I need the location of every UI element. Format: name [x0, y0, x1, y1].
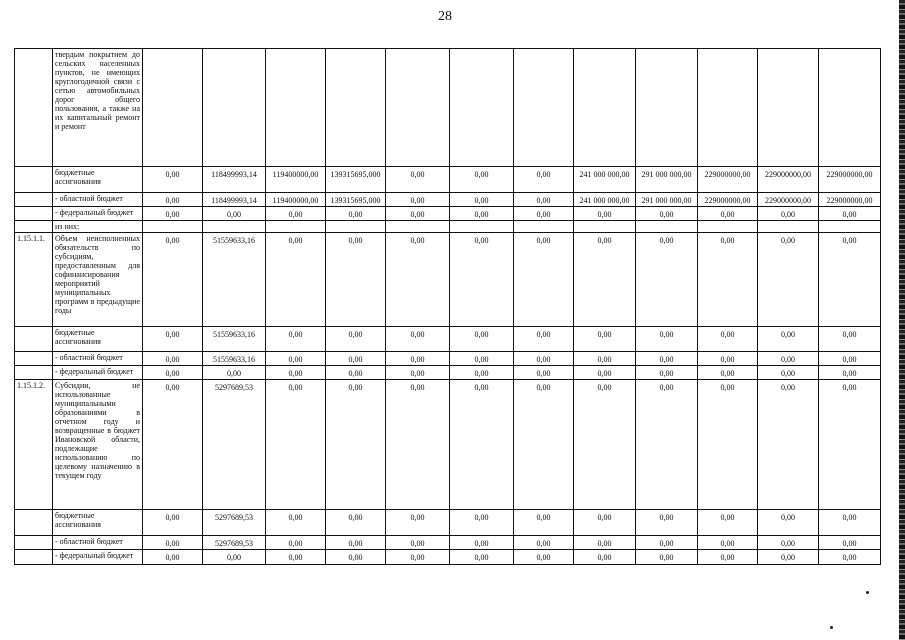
value-cell — [758, 221, 819, 233]
value-cell: 0,00 — [758, 233, 819, 327]
value-cell: 139315695,000 — [326, 167, 386, 193]
value-cell: 0,00 — [266, 510, 326, 536]
value-cell — [143, 221, 203, 233]
value-cell: 0,00 — [758, 380, 819, 510]
value-cell: 0,00 — [758, 536, 819, 550]
value-cell: 0,00 — [203, 207, 266, 221]
value-cell: 0,00 — [514, 167, 574, 193]
value-cell: 0,00 — [143, 167, 203, 193]
value-cell: 0,00 — [698, 380, 758, 510]
table-row — [15, 510, 881, 536]
value-cell: 229000000,00 — [698, 193, 758, 207]
table-row — [15, 366, 881, 380]
value-cell: 229000000,00 — [819, 167, 881, 193]
value-cell — [203, 221, 266, 233]
row-label: - областной бюджет — [53, 193, 143, 207]
value-cell — [266, 49, 326, 167]
value-cell: 0,00 — [450, 207, 514, 221]
value-cell: 0,00 — [143, 352, 203, 366]
value-cell: 0,00 — [143, 550, 203, 565]
value-cell: 0,00 — [698, 510, 758, 536]
value-cell — [203, 49, 266, 167]
row-code — [15, 536, 53, 550]
value-cell: 0,00 — [143, 366, 203, 380]
value-cell: 0,00 — [386, 327, 450, 352]
value-cell: 118499993,14 — [203, 193, 266, 207]
value-cell — [266, 221, 326, 233]
value-cell: 139315695,000 — [326, 193, 386, 207]
value-cell: 0,00 — [574, 510, 636, 536]
value-cell: 51559633,16 — [203, 233, 266, 327]
value-cell — [698, 49, 758, 167]
value-cell: 0,00 — [819, 352, 881, 366]
table-row — [15, 536, 881, 550]
value-cell: 0,00 — [386, 207, 450, 221]
value-cell: 0,00 — [203, 550, 266, 565]
value-cell: 0,00 — [143, 380, 203, 510]
row-label: - федеральный бюджет — [53, 207, 143, 221]
value-cell: 0,00 — [266, 352, 326, 366]
value-cell: 0,00 — [758, 207, 819, 221]
value-cell: 0,00 — [636, 536, 698, 550]
table-row — [15, 327, 881, 352]
value-cell: 0,00 — [698, 536, 758, 550]
value-cell: 0,00 — [514, 380, 574, 510]
row-code — [15, 167, 53, 193]
value-cell: 0,00 — [386, 233, 450, 327]
row-code — [15, 366, 53, 380]
value-cell: 0,00 — [758, 550, 819, 565]
value-cell: 0,00 — [574, 327, 636, 352]
value-cell: 119400000,00 — [266, 193, 326, 207]
value-cell: 0,00 — [574, 366, 636, 380]
row-label: - областной бюджет — [53, 352, 143, 366]
value-cell: 0,00 — [386, 352, 450, 366]
value-cell: 0,00 — [574, 536, 636, 550]
value-cell: 241 000 000,00 — [574, 167, 636, 193]
value-cell: 0,00 — [636, 380, 698, 510]
row-label: бюджетные ассигнования — [53, 327, 143, 352]
value-cell: 0,00 — [326, 327, 386, 352]
value-cell: 0,00 — [636, 207, 698, 221]
value-cell: 0,00 — [326, 366, 386, 380]
value-cell — [386, 49, 450, 167]
row-code — [15, 221, 53, 233]
value-cell: 0,00 — [326, 233, 386, 327]
value-cell: 0,00 — [819, 327, 881, 352]
value-cell — [819, 49, 881, 167]
value-cell: 0,00 — [266, 366, 326, 380]
value-cell: 0,00 — [450, 536, 514, 550]
value-cell: 0,00 — [326, 550, 386, 565]
value-cell: 5297689,53 — [203, 510, 266, 536]
table-row — [15, 193, 881, 207]
value-cell: 0,00 — [143, 510, 203, 536]
row-label: - областной бюджет — [53, 536, 143, 550]
table-row — [15, 352, 881, 366]
value-cell: 0,00 — [514, 550, 574, 565]
row-code — [15, 49, 53, 167]
row-code: 1.15.1.1. — [15, 233, 53, 327]
value-cell: 0,00 — [450, 550, 514, 565]
value-cell: 0,00 — [758, 352, 819, 366]
row-code — [15, 352, 53, 366]
value-cell — [636, 221, 698, 233]
row-label: - федеральный бюджет — [53, 366, 143, 380]
value-cell — [450, 49, 514, 167]
value-cell: 0,00 — [758, 366, 819, 380]
table-row — [15, 221, 881, 233]
value-cell: 0,00 — [514, 366, 574, 380]
value-cell — [514, 221, 574, 233]
value-cell: 0,00 — [266, 550, 326, 565]
value-cell: 0,00 — [574, 207, 636, 221]
row-code: 1.15.1.2. — [15, 380, 53, 510]
value-cell: 0,00 — [698, 327, 758, 352]
value-cell — [758, 49, 819, 167]
value-cell — [326, 221, 386, 233]
value-cell: 0,00 — [574, 352, 636, 366]
table-row — [15, 207, 881, 221]
value-cell: 0,00 — [143, 193, 203, 207]
value-cell: 229000000,00 — [758, 193, 819, 207]
value-cell: 0,00 — [450, 366, 514, 380]
value-cell: 0,00 — [326, 380, 386, 510]
value-cell: 0,00 — [386, 536, 450, 550]
value-cell: 0,00 — [450, 233, 514, 327]
value-cell: 0,00 — [450, 510, 514, 536]
value-cell — [819, 221, 881, 233]
value-cell: 0,00 — [636, 352, 698, 366]
table-row — [15, 49, 881, 167]
value-cell — [514, 49, 574, 167]
scan-speck — [866, 591, 869, 594]
value-cell: 51559633,16 — [203, 352, 266, 366]
value-cell: 0,00 — [326, 510, 386, 536]
value-cell: 0,00 — [698, 352, 758, 366]
scan-speck — [830, 626, 833, 629]
value-cell: 0,00 — [266, 233, 326, 327]
table-row — [15, 380, 881, 510]
value-cell: 0,00 — [574, 233, 636, 327]
value-cell: 229000000,00 — [758, 167, 819, 193]
row-code — [15, 550, 53, 565]
value-cell: 0,00 — [819, 207, 881, 221]
value-cell: 0,00 — [266, 327, 326, 352]
value-cell: 0,00 — [636, 366, 698, 380]
value-cell — [143, 49, 203, 167]
value-cell — [450, 221, 514, 233]
value-cell: 0,00 — [143, 536, 203, 550]
value-cell: 229000000,00 — [698, 167, 758, 193]
value-cell: 0,00 — [386, 380, 450, 510]
value-cell: 0,00 — [514, 536, 574, 550]
value-cell: 0,00 — [636, 327, 698, 352]
value-cell: 0,00 — [450, 380, 514, 510]
value-cell: 0,00 — [203, 366, 266, 380]
value-cell: 0,00 — [819, 536, 881, 550]
value-cell: 0,00 — [143, 207, 203, 221]
row-label: Объем неисполненных обязательств по субсидиям, предоставленным для софинансирования мероприятий муниципальных программ в предыдущие годы — [53, 233, 143, 327]
value-cell: 0,00 — [514, 327, 574, 352]
row-code — [15, 510, 53, 536]
row-label: бюджетные ассигнования — [53, 167, 143, 193]
row-code — [15, 327, 53, 352]
value-cell: 0,00 — [326, 536, 386, 550]
value-cell: 0,00 — [636, 233, 698, 327]
value-cell: 0,00 — [143, 327, 203, 352]
value-cell: 0,00 — [574, 550, 636, 565]
value-cell: 0,00 — [143, 233, 203, 327]
value-cell: 0,00 — [386, 366, 450, 380]
value-cell: 0,00 — [758, 327, 819, 352]
value-cell: 0,00 — [514, 193, 574, 207]
value-cell: 0,00 — [326, 352, 386, 366]
value-cell: 0,00 — [386, 167, 450, 193]
value-cell: 0,00 — [819, 233, 881, 327]
table-row — [15, 233, 881, 327]
value-cell: 0,00 — [514, 233, 574, 327]
value-cell: 0,00 — [698, 233, 758, 327]
value-cell: 241 000 000,00 — [574, 193, 636, 207]
value-cell: 291 000 000,00 — [636, 193, 698, 207]
value-cell: 0,00 — [698, 207, 758, 221]
value-cell: 5297689,53 — [203, 536, 266, 550]
value-cell: 291 000 000,00 — [636, 167, 698, 193]
scan-edge — [899, 0, 905, 640]
value-cell — [636, 49, 698, 167]
row-label: Субсидии, не использованные муниципальными образованиями в отчетном году и возвращенные в бюджет Ивановской области, подлежащие использованию по целевому назначению в текущем году — [53, 380, 143, 510]
row-label: из них: — [53, 221, 143, 233]
table-row — [15, 550, 881, 565]
value-cell — [574, 221, 636, 233]
value-cell: 0,00 — [386, 193, 450, 207]
value-cell: 0,00 — [819, 380, 881, 510]
value-cell — [698, 221, 758, 233]
value-cell: 0,00 — [574, 380, 636, 510]
value-cell: 0,00 — [450, 352, 514, 366]
value-cell: 0,00 — [514, 207, 574, 221]
value-cell: 0,00 — [266, 207, 326, 221]
value-cell — [386, 221, 450, 233]
value-cell: 0,00 — [450, 167, 514, 193]
value-cell: 0,00 — [698, 550, 758, 565]
table-row — [15, 167, 881, 193]
value-cell: 0,00 — [326, 207, 386, 221]
value-cell: 5297689,53 — [203, 380, 266, 510]
value-cell: 0,00 — [698, 366, 758, 380]
value-cell: 118499993,14 — [203, 167, 266, 193]
value-cell: 0,00 — [819, 366, 881, 380]
row-code — [15, 207, 53, 221]
value-cell: 0,00 — [819, 550, 881, 565]
value-cell: 0,00 — [266, 536, 326, 550]
value-cell: 0,00 — [450, 193, 514, 207]
value-cell: 0,00 — [758, 510, 819, 536]
value-cell: 0,00 — [819, 510, 881, 536]
value-cell: 0,00 — [386, 510, 450, 536]
value-cell: 0,00 — [636, 550, 698, 565]
value-cell: 0,00 — [386, 550, 450, 565]
row-label: твердым покрытием до сельских населенных пунктов, не имеющих круглогодичной связи с сетью автомобильных дорог общего пользования, а также на их капитальный ремонт и ремонт — [53, 49, 143, 167]
row-label: бюджетные ассигнования — [53, 510, 143, 536]
value-cell: 0,00 — [450, 327, 514, 352]
value-cell: 0,00 — [266, 380, 326, 510]
page-number: 28 — [438, 9, 452, 24]
value-cell: 119400000,00 — [266, 167, 326, 193]
budget-table — [14, 48, 881, 565]
row-label: - федеральный бюджет — [53, 550, 143, 565]
value-cell: 0,00 — [514, 352, 574, 366]
value-cell: 51559633,16 — [203, 327, 266, 352]
value-cell: 0,00 — [514, 510, 574, 536]
value-cell: 0,00 — [636, 510, 698, 536]
row-code — [15, 193, 53, 207]
value-cell — [326, 49, 386, 167]
value-cell — [574, 49, 636, 167]
value-cell: 229000000,00 — [819, 193, 881, 207]
